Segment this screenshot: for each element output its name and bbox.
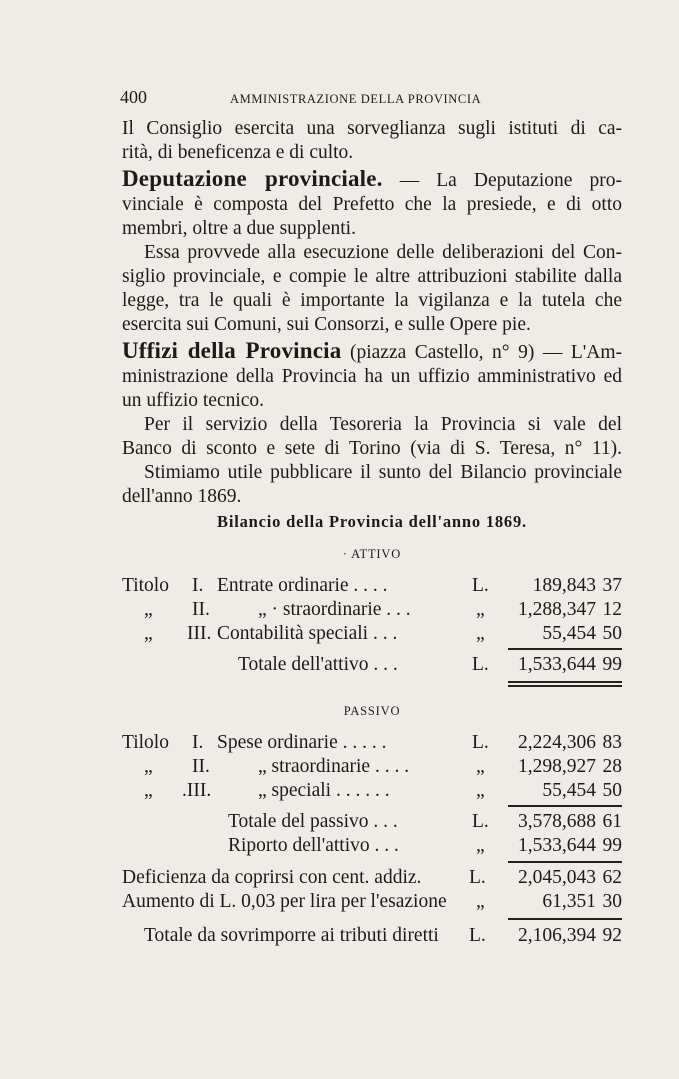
row-cents: 37 <box>602 575 622 596</box>
running-title: AMMINISTRAZIONE DELLA PROVINCIA <box>230 92 482 106</box>
table-row <box>0 865 679 891</box>
row-currency: „ <box>476 756 485 777</box>
row-label: „ <box>144 756 153 777</box>
row-description: „ speciali . . . . . . <box>258 780 390 801</box>
text-span: — La Deputazione pro- <box>382 170 622 191</box>
row-cents: 28 <box>602 756 622 777</box>
paragraph-uffizi-first-line <box>122 337 622 367</box>
heading-uffizi: Uffizi della Provincia <box>122 338 342 363</box>
row-amount: 55,454 <box>542 623 596 644</box>
row-currency: L. <box>469 867 486 888</box>
row-number: II. <box>192 756 210 777</box>
paragraph-deputazione-first-line <box>122 165 622 195</box>
row-number: I. <box>192 575 204 596</box>
table-row <box>0 573 679 599</box>
row-amount: 1,298,927 <box>518 756 596 777</box>
text-line: un uffizio tecnico. <box>122 390 265 411</box>
row-cents: 50 <box>602 780 622 801</box>
text-line: Stimiamo utile pubblicare il sunto del Bilancio provinciale <box>144 462 622 483</box>
row-amount: 55,454 <box>542 780 596 801</box>
row-label: Titolo <box>122 575 169 596</box>
text-line: Essa provvede alla esecuzione delle deliberazioni del Con- <box>144 242 622 263</box>
row-currency: „ <box>476 780 485 801</box>
row-currency: L. <box>472 732 489 753</box>
row-description: Riporto dell'attivo . . . <box>228 835 399 856</box>
table-row <box>0 778 679 804</box>
row-amount: 2,106,394 <box>518 925 596 946</box>
text-line: ministrazione della Provincia ha un uffizio amministrativo ed <box>122 366 622 387</box>
text-line: membri, oltre a due supplenti. <box>122 218 356 239</box>
row-description: Totale da sovrimporre ai tributi diretti <box>144 925 439 946</box>
table-row <box>0 889 679 915</box>
table-row <box>0 754 679 780</box>
row-currency: L. <box>472 811 489 832</box>
row-label: „ <box>144 623 153 644</box>
text-span: (piazza Castello, n° 9) — L'Am- <box>341 342 622 363</box>
row-cents: 62 <box>602 867 622 888</box>
row-description: „ · straordinarie . . . <box>258 599 411 620</box>
sum-rule <box>508 861 622 863</box>
text-line: Banco di sconto e sete di Torino (via di S. Teresa, n° 11). <box>122 438 622 459</box>
row-amount: 2,224,306 <box>518 732 596 753</box>
text-line: siglio provinciale, e compie le altre attribuzioni stabilite dalla <box>122 266 622 287</box>
page-number: 400 <box>120 87 147 107</box>
row-cents: 83 <box>602 732 622 753</box>
row-currency: „ <box>476 891 485 912</box>
row-cents: 99 <box>602 654 622 675</box>
table-row-total <box>0 652 679 678</box>
row-description: Spese ordinarie . . . . . <box>217 732 387 753</box>
row-cents: 50 <box>602 623 622 644</box>
row-description: „ straordinarie . . . . <box>258 756 410 777</box>
text-line: dell'anno 1869. <box>122 486 242 507</box>
row-label: „ <box>144 599 153 620</box>
row-number: I. <box>192 732 204 753</box>
row-description: Contabilità speciali . . . <box>217 623 398 644</box>
sum-rule <box>508 648 622 650</box>
row-amount: 2,045,043 <box>518 867 596 888</box>
row-number: .III. <box>182 780 212 801</box>
row-cents: 92 <box>602 925 622 946</box>
row-number: III. <box>187 623 212 644</box>
double-rule-bottom <box>508 685 622 687</box>
table-row-final-total <box>0 923 679 949</box>
table-row <box>0 621 679 647</box>
double-rule-top <box>508 681 622 683</box>
page-header <box>120 87 625 109</box>
row-amount: 3,578,688 <box>518 811 596 832</box>
row-description: Entrate ordinarie . . . . <box>217 575 388 596</box>
table-row <box>0 597 679 623</box>
row-amount: 1,533,644 <box>518 654 596 675</box>
section-label-attivo: · ATTIVO <box>342 547 402 561</box>
row-currency: L. <box>469 925 486 946</box>
heading-deputazione: Deputazione provinciale. <box>122 166 383 191</box>
row-amount: 61,351 <box>542 891 596 912</box>
row-label: „ <box>144 780 153 801</box>
row-description: Totale dell'attivo . . . <box>238 654 398 675</box>
row-number: II. <box>192 599 210 620</box>
text-line: esercita sui Comuni, sui Consorzi, e sulle Opere pie. <box>122 314 531 335</box>
row-currency: „ <box>476 599 485 620</box>
section-label-passivo: PASSIVO <box>343 704 401 718</box>
table-row <box>0 833 679 859</box>
row-cents: 99 <box>602 835 622 856</box>
row-cents: 12 <box>602 599 622 620</box>
text-line: rità, di beneficenza e di culto. <box>122 142 354 163</box>
row-amount: 1,288,347 <box>518 599 596 620</box>
row-cents: 30 <box>602 891 622 912</box>
text-line: vinciale è composta del Prefetto che la presiede, e di otto <box>122 194 622 215</box>
row-amount: 1,533,644 <box>518 835 596 856</box>
row-amount: 189,843 <box>532 575 596 596</box>
table-row-total <box>0 809 679 835</box>
row-label: Tilolo <box>122 732 169 753</box>
row-description: Deficienza da coprirsi con cent. addiz. <box>122 867 422 888</box>
row-currency: „ <box>476 835 485 856</box>
table-row <box>0 730 679 756</box>
sum-rule <box>508 805 622 807</box>
text-line: Il Consiglio esercita una sorveglianza sugli istituti di ca- <box>122 118 622 139</box>
row-description: Aumento di L. 0,03 per lira per l'esazione <box>122 891 447 912</box>
text-line: Per il servizio della Tesoreria la Provincia si vale del <box>144 414 622 435</box>
row-currency: L. <box>472 575 489 596</box>
row-description: Totale del passivo . . . <box>228 811 398 832</box>
row-cents: 61 <box>602 811 622 832</box>
text-line: legge, tra le quali è importante la vigilanza e la tutela che <box>122 290 622 311</box>
table-title: Bilancio della Provincia dell'anno 1869. <box>217 512 527 531</box>
sum-rule <box>508 918 622 920</box>
row-currency: L. <box>472 654 489 675</box>
row-currency: „ <box>476 623 485 644</box>
